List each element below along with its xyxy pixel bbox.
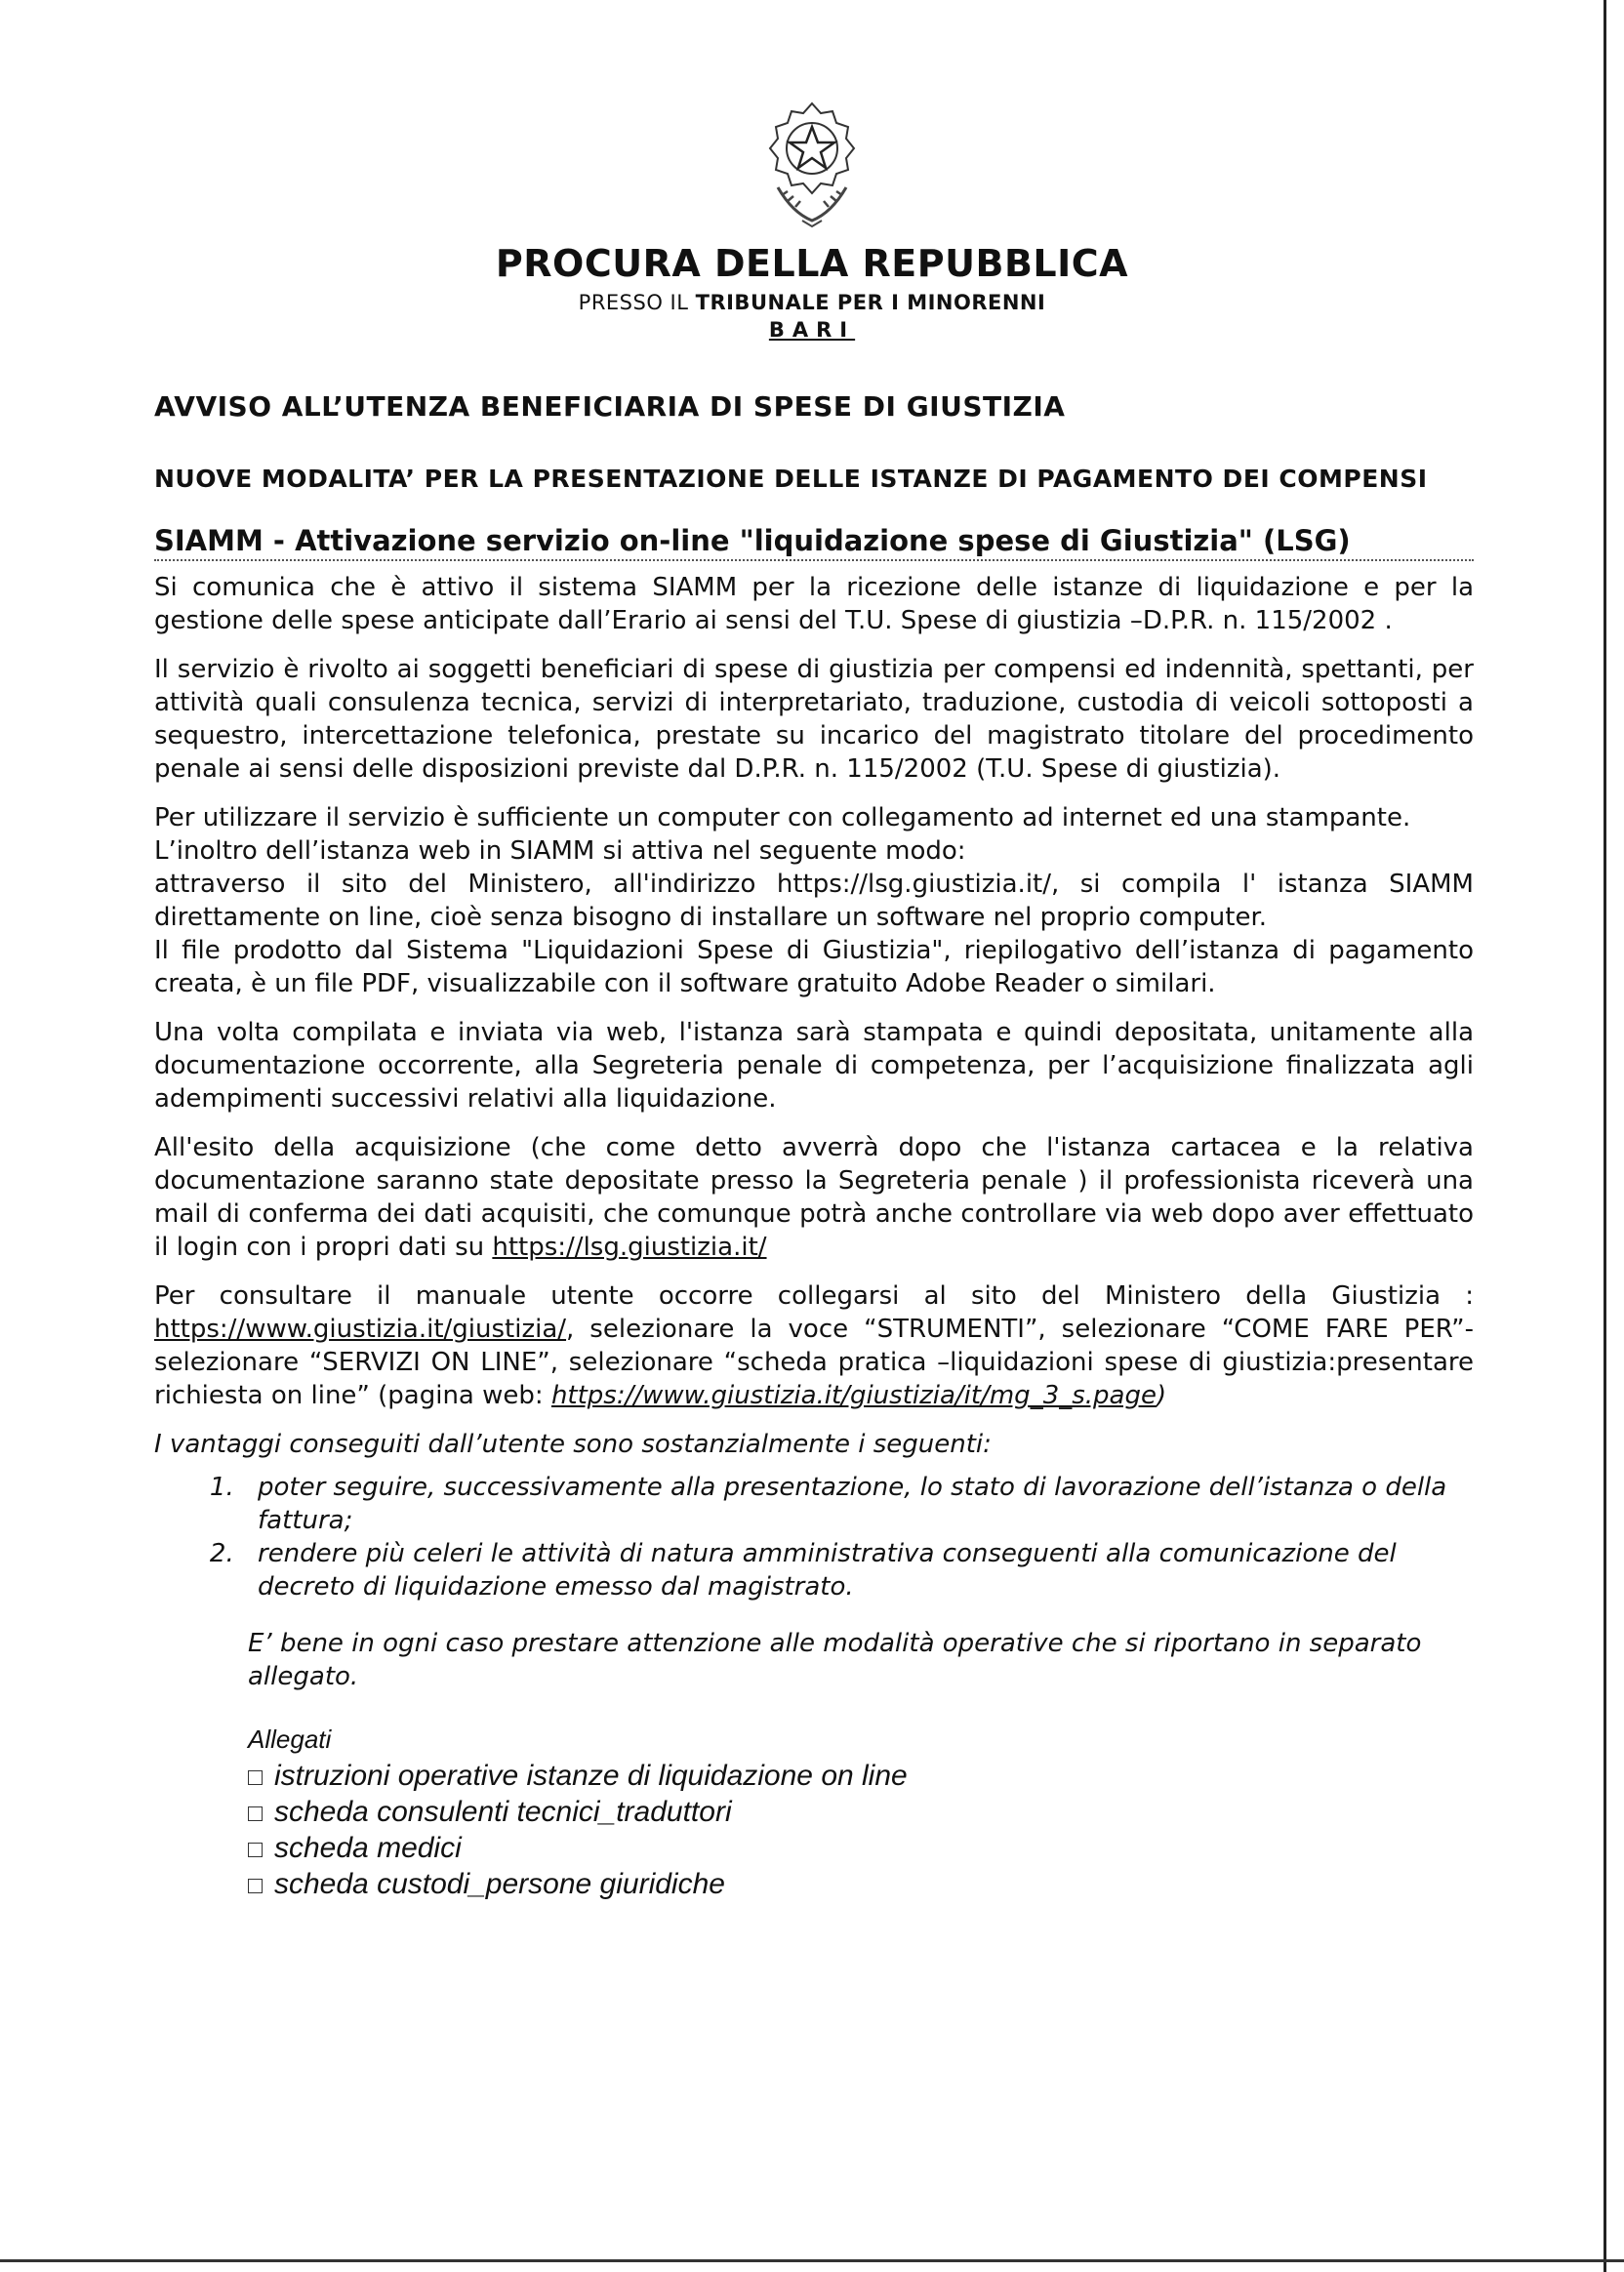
paragraph-9-c: ) xyxy=(1156,1381,1167,1410)
document-body xyxy=(154,390,1474,1902)
org-city: BARI xyxy=(768,318,856,342)
paragraph-5: attraverso il sito del Ministero, all'indirizzo https://lsg.giustizia.it/, si compila l' istanza SIAMM direttamente on line, cioè senza bisogno di installare un software nel proprio computer. xyxy=(154,870,1474,932)
manual-page-link[interactable]: https://www.giustizia.it/giustizia/it/mg_3_s.page xyxy=(550,1381,1157,1410)
vantaggi-item: 1. poter seguire, successivamente alla presentazione, lo stato di lavorazione dell’istanza o della fattura; xyxy=(242,1471,1474,1537)
vantaggi-item: 2. rendere più celeri le attività di natura amministrativa conseguenti alla comunicazione del decreto di liquidazione emesso dal magistrato. xyxy=(242,1537,1474,1603)
attachment-item xyxy=(248,1830,1474,1866)
checkbox-icon xyxy=(248,1806,263,1821)
section-title: NUOVE MODALITA’ PER LA PRESENTAZIONE DELLE ISTANZE DI PAGAMENTO DEI COMPENSI xyxy=(154,465,1428,493)
checkbox-icon xyxy=(248,1843,263,1857)
paragraph-9 xyxy=(154,1279,1474,1412)
paragraph-1: Si comunica che è attivo il sistema SIAMM per la ricezione delle istanze di liquidazione e per la gestione delle spese anticipate dall’Erario ai sensi del T.U. Spese di giustizia –D.P.R. n. 115/2002 . xyxy=(154,573,1474,635)
paragraph-9-b: , selezionare la voce “STRUMENTI”, selezionare “COME FARE PER”- selezionare “SERVIZI ON LINE”, selezionare “scheda pratica –liquidazioni spese di giustizia:presentare richiesta on line” (pagina web: xyxy=(154,1315,1474,1410)
org-tribunale: TRIBUNALE PER I MINORENNI xyxy=(695,291,1046,314)
checkbox-icon xyxy=(248,1879,263,1893)
paragraph-9-a: Per consultare il manuale utente occorre collegarsi al sito del Ministero della Giustizia : xyxy=(154,1281,1474,1311)
attachment-item xyxy=(248,1794,1474,1830)
vantaggi-list xyxy=(154,1471,1474,1603)
checkbox-icon xyxy=(248,1770,263,1785)
attachments xyxy=(248,1723,1474,1902)
lsg-link[interactable]: https://lsg.giustizia.it/ xyxy=(492,1233,767,1262)
paragraph-8-text: All'esito della acquisizione (che come detto avverrà dopo che l'istanza cartacea e la relativa documentazione saranno state depositate presso la Segreteria penale ) il professionista riceverà una mail di conferma dei dati acquisiti, che comunque potrà anche controllare via web dopo aver effettuato il login con i propri dati su xyxy=(154,1133,1474,1262)
attachment-label: istruzioni operative istanze di liquidazione on line xyxy=(274,1760,908,1792)
attachment-label: scheda consulenti tecnici_traduttori xyxy=(274,1796,732,1828)
notice-title: AVVISO ALL’UTENZA BENEFICIARIA DI SPESE DI GIUSTIZIA xyxy=(154,390,1066,423)
paragraph-6: Il file prodotto dal Sistema "Liquidazioni Spese di Giustizia", riepilogativo dell’istanza di pagamento creata, è un file PDF, visualizzabile con il software gratuito Adobe Reader o similari. xyxy=(154,936,1474,998)
attachment-item xyxy=(248,1866,1474,1902)
attachment-label: scheda medici xyxy=(274,1832,462,1864)
paragraph-4: L’inoltro dell’istanza web in SIAMM si attiva nel seguente modo: xyxy=(154,836,966,866)
italian-republic-emblem-icon xyxy=(758,98,866,234)
attachment-item xyxy=(248,1758,1474,1794)
org-title: PROCURA DELLA REPUBBLICA xyxy=(495,242,1129,285)
paragraph-3: Per utilizzare il servizio è sufficiente un computer con collegamento ad internet ed una stampante. xyxy=(154,803,1411,832)
siamm-title: SIAMM - Attivazione servizio on-line "liquidazione spese di Giustizia" (LSG) xyxy=(154,524,1474,561)
operational-note: E’ bene in ogni caso prestare attenzione alle modalità operative che si riportano in separato allegato. xyxy=(248,1629,1422,1691)
attachments-title: Allegati xyxy=(248,1724,332,1754)
attachment-label: scheda custodi_persone giuridiche xyxy=(274,1868,725,1900)
vantaggi-intro: I vantaggi conseguiti dall’utente sono sostanzialmente i seguenti: xyxy=(154,1430,992,1459)
letterhead xyxy=(0,98,1624,342)
paragraph-2: Il servizio è rivolto ai soggetti beneficiari di spese di giustizia per compensi ed indennità, spettanti, per attività quali consulenza tecnica, servizi di interpretariato, traduzione, custodia di veicoli sottoposti a sequestro, intercettazione telefonica, prestate su incarico del magistrato titolare del procedimento penale ai sensi delle disposizioni previste dal D.P.R. n. 115/2002 (T.U. Spese di giustizia). xyxy=(154,655,1474,784)
scan-edge-bottom xyxy=(0,2259,1624,2262)
paragraph-8 xyxy=(154,1131,1474,1264)
org-subtitle xyxy=(0,291,1624,314)
giustizia-link[interactable]: https://www.giustizia.it/giustizia/ xyxy=(154,1315,567,1344)
paragraph-7: Una volta compilata e inviata via web, l'istanza sarà stampata e quindi depositata, unitamente alla documentazione occorrente, alla Segreteria penale di competenza, per l’acquisizione finalizzata agli adempimenti successivi relativi alla liquidazione. xyxy=(154,1018,1474,1114)
org-presso: PRESSO IL xyxy=(578,291,689,314)
